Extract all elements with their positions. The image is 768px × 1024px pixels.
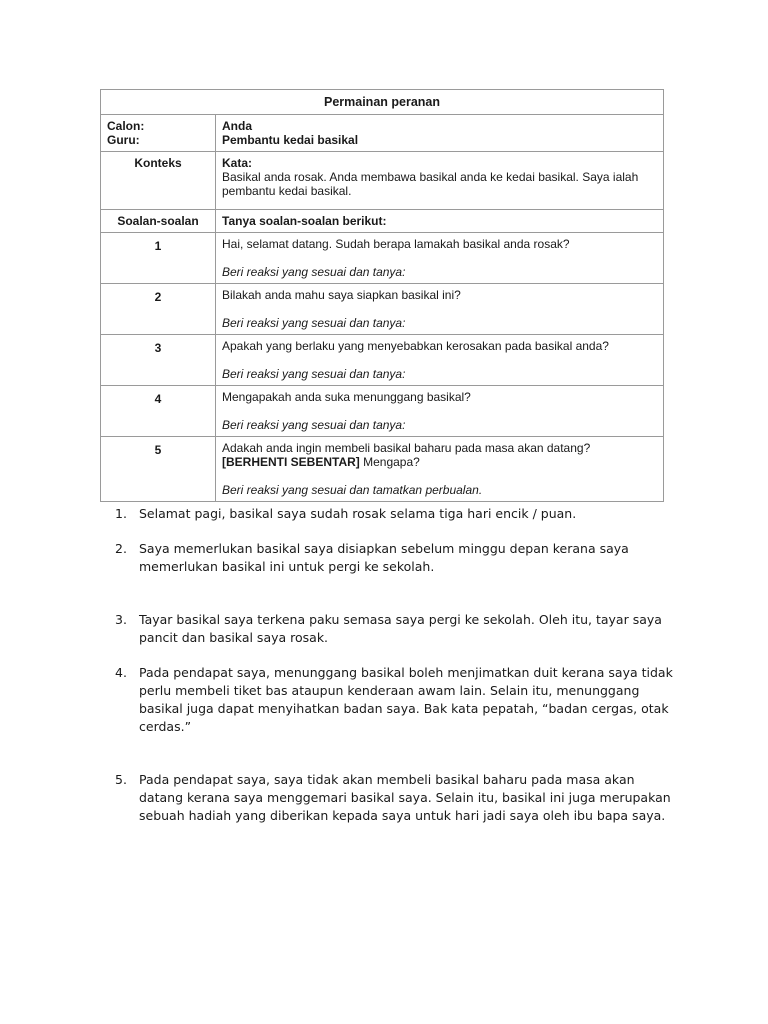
question-number: 4 bbox=[101, 386, 216, 437]
list-item bbox=[115, 505, 675, 523]
question-prompt: Beri reaksi yang sesuai dan tanya: bbox=[222, 265, 406, 279]
answer-number: 2. bbox=[115, 541, 127, 556]
table-row bbox=[101, 437, 664, 502]
list-item bbox=[115, 611, 675, 647]
question-prompt: Beri reaksi yang sesuai dan tanya: bbox=[222, 316, 406, 330]
answer-text: Pada pendapat saya, saya tidak akan membeli basikal baharu pada masa akan datang kerana saya menggemari basikal saya. Selain itu, basikal ini juga merupakan sebuah hadiah yang diberikan kepada saya untuk hari jadi saya oleh ibu bapa saya. bbox=[139, 772, 671, 823]
list-item bbox=[115, 664, 675, 736]
pause-instruction: [BERHENTI SEBENTAR] bbox=[222, 455, 360, 469]
question-cell bbox=[216, 284, 664, 335]
role-play-table bbox=[100, 89, 664, 502]
calon-value: Anda bbox=[222, 119, 252, 133]
table-row bbox=[101, 284, 664, 335]
soalan-header: Tanya soalan-soalan berikut: bbox=[216, 210, 664, 233]
table-row bbox=[101, 335, 664, 386]
question-number: 3 bbox=[101, 335, 216, 386]
table-title: Permainan peranan bbox=[101, 90, 664, 115]
question-number: 1 bbox=[101, 233, 216, 284]
roles-label-cell bbox=[101, 115, 216, 152]
list-item bbox=[115, 771, 675, 825]
answer-text: Pada pendapat saya, menunggang basikal boleh menjimatkan duit kerana saya tidak perlu membeli tiket bas ataupun kenderaan awam lain. Selain itu, menunggang basikal juga dapat menyihatkan badan saya. Bak kata pepatah, “badan cergas, otak cerdas.” bbox=[139, 665, 673, 734]
question-text: Mengapakah anda suka menunggang basikal? bbox=[222, 390, 471, 404]
guru-label: Guru: bbox=[107, 133, 140, 147]
question-text: Adakah anda ingin membeli basikal baharu pada masa akan datang? bbox=[222, 441, 591, 455]
kata-text: Basikal anda rosak. Anda membawa basikal anda ke kedai basikal. Saya ialah pembantu kedai basikal. bbox=[222, 170, 639, 198]
answer-number: 3. bbox=[115, 612, 127, 627]
question-prompt: Beri reaksi yang sesuai dan tanya: bbox=[222, 367, 406, 381]
guru-value: Pembantu kedai basikal bbox=[222, 133, 359, 147]
answer-text: Tayar basikal saya terkena paku semasa saya pergi ke sekolah. Oleh itu, tayar saya pancit dan basikal saya rosak. bbox=[139, 612, 662, 645]
question-followup: Mengapa? bbox=[359, 455, 420, 469]
answer-number: 5. bbox=[115, 772, 127, 787]
konteks-cell bbox=[216, 152, 664, 210]
table-row bbox=[101, 386, 664, 437]
roles-value-cell bbox=[216, 115, 664, 152]
list-item bbox=[115, 540, 675, 576]
question-prompt: Beri reaksi yang sesuai dan tamatkan perbualan. bbox=[222, 483, 483, 497]
answer-text: Selamat pagi, basikal saya sudah rosak selama tiga hari encik / puan. bbox=[139, 506, 577, 521]
calon-label: Calon: bbox=[107, 119, 145, 133]
question-cell bbox=[216, 335, 664, 386]
question-number: 5 bbox=[101, 437, 216, 502]
question-cell bbox=[216, 386, 664, 437]
question-text: Hai, selamat datang. Sudah berapa lamakah basikal anda rosak? bbox=[222, 237, 570, 251]
answer-text: Saya memerlukan basikal saya disiapkan sebelum minggu depan kerana saya memerlukan basikal ini untuk pergi ke sekolah. bbox=[139, 541, 629, 574]
konteks-label: Konteks bbox=[101, 152, 216, 210]
soalan-label: Soalan-soalan bbox=[101, 210, 216, 233]
answer-number: 4. bbox=[115, 665, 127, 680]
question-text: Apakah yang berlaku yang menyebabkan kerosakan pada basikal anda? bbox=[222, 339, 609, 353]
question-prompt: Beri reaksi yang sesuai dan tanya: bbox=[222, 418, 406, 432]
table-row bbox=[101, 233, 664, 284]
answer-number: 1. bbox=[115, 506, 127, 521]
question-cell bbox=[216, 437, 664, 502]
question-text: Bilakah anda mahu saya siapkan basikal ini? bbox=[222, 288, 461, 302]
kata-label: Kata: bbox=[222, 156, 253, 170]
answer-list bbox=[115, 505, 675, 825]
question-number: 2 bbox=[101, 284, 216, 335]
question-cell bbox=[216, 233, 664, 284]
